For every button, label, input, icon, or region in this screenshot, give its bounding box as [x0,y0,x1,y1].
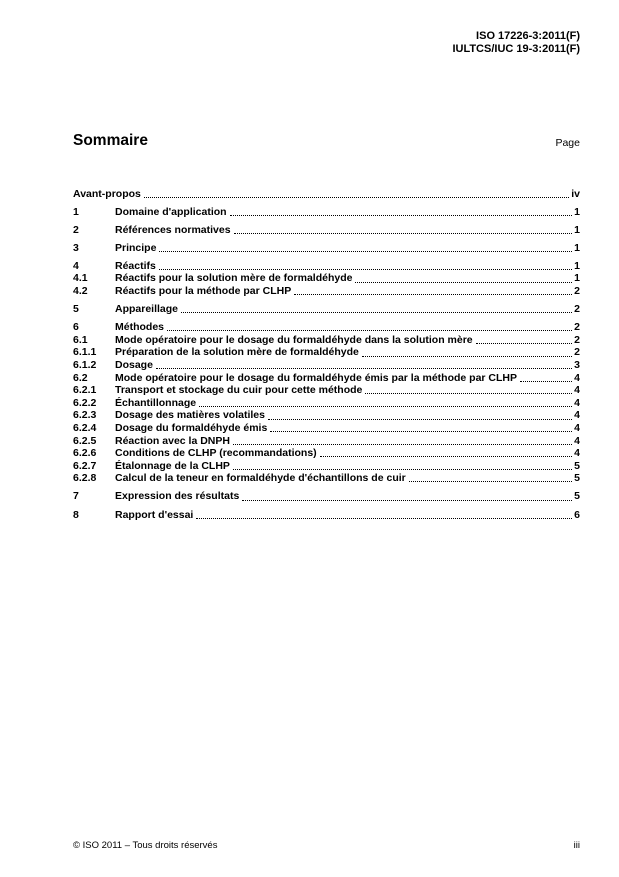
toc-entry-label: Transport et stockage du cuir pour cette méthode [115,384,363,397]
toc-leader-dots [159,269,572,270]
toc-leader-dots [159,251,572,252]
toc-entry-page: 4 [574,447,580,460]
toc-entry-number: 2 [73,223,79,236]
toc-entry-number: 6.2.4 [73,422,97,434]
toc-entry-label: Expression des résultats [115,490,240,503]
toc-entry[interactable] [73,490,580,503]
toc-entry-label: Mode opératoire pour le dosage du formaldéhyde émis par la méthode par CLHP [115,371,517,384]
toc-entry[interactable] [73,460,580,473]
toc-entry-number: 4 [73,259,79,272]
toc-entry-label: Conditions de CLHP (recommandations) [115,447,317,460]
toc-leader-dots [520,381,572,382]
toc-leader-dots [268,419,572,420]
toc-leader-dots [270,431,572,432]
toc-leader-dots [199,406,572,407]
toc-entry-label: Réactifs pour la solution mère de formaldéhyde [115,272,353,285]
toc-entry-number: 6 [73,321,79,334]
toc-entry[interactable] [73,435,580,448]
toc-entry-label: Dosage des matières volatiles [115,409,265,422]
toc-entry[interactable] [73,272,580,285]
toc-entry-label: Méthodes [115,321,165,334]
toc-entry-number: 6.2.7 [73,459,97,472]
toc-entry[interactable] [73,422,580,435]
toc-leader-dots [233,444,572,445]
toc-leader-dots [167,330,572,331]
toc-entry-label: Appareillage [115,303,179,316]
toc-entry-number: 6.1 [73,333,88,346]
toc-entry[interactable] [73,409,580,422]
toc-entry[interactable] [73,188,580,201]
toc-entry-page: 1 [574,259,580,272]
toc-leader-dots [362,356,572,357]
toc-entry-label: Domaine d'application [115,205,227,218]
toc-entry-number: 5 [73,303,79,316]
toc-entry-page: 1 [574,272,580,285]
toc-leader-dots [156,368,572,369]
toc-leader-dots [409,481,572,482]
footer-copyright: © ISO 2011 – Tous droits réservés [73,840,218,851]
toc-entry-page: 1 [574,223,580,236]
toc-entry-number: 6.2.5 [73,434,97,447]
toc-entry-number: 4.2 [73,285,88,298]
toc-entry-page: 5 [574,459,580,472]
toc-list [73,182,580,521]
toc-entry[interactable] [73,447,580,460]
toc-leader-dots [355,282,572,283]
toc-entry-page: 1 [574,205,580,218]
toc-entry-label: Dosage du formaldéhyde émis [115,422,268,434]
toc-entry[interactable] [73,372,580,385]
toc-entry-label: Dosage [115,359,153,372]
toc-leader-dots [365,393,572,394]
toc-entry-label: Préparation de la solution mère de formaldéhyde [115,346,359,359]
toc-leader-dots [144,197,569,198]
toc-entry[interactable] [73,472,580,485]
toc-leader-dots [196,518,572,519]
toc-entry-number: 6.1.2 [73,359,97,372]
toc-entry-label: Calcul de la teneur en formaldéhyde d'échantillons de cuir [115,472,406,485]
toc-entry[interactable] [73,334,580,347]
toc-entry-page: 4 [574,371,580,384]
toc-entry[interactable] [73,384,580,397]
toc-entry-number: 7 [73,490,79,503]
toc-entry-label: Références normatives [115,223,231,236]
toc-entry[interactable] [73,509,580,522]
toc-leader-dots [233,469,572,470]
toc-entry-page: 4 [574,434,580,447]
toc-entry-label: Rapport d'essai [115,508,194,521]
toc-entry-number: 3 [73,241,79,254]
toc-entry-number: 1 [73,205,79,218]
toc-entry-page: 6 [574,508,580,521]
toc-entry-label: Réactifs pour la méthode par CLHP [115,285,292,298]
toc-entry-number: 4.1 [73,272,88,285]
toc-leader-dots [242,500,572,501]
toc-entry-page: 4 [574,409,580,422]
toc-entry-page: iv [571,187,580,200]
toc-entry[interactable] [73,285,580,298]
toc-entry[interactable] [73,303,580,316]
toc-entry-page: 4 [574,396,580,409]
toc-entry[interactable] [73,206,580,219]
toc-entry-page: 4 [574,422,580,434]
toc-entry[interactable] [73,242,580,255]
toc-leader-dots [320,456,573,457]
toc-entry-number: 6.2.3 [73,409,97,422]
toc-entry[interactable] [73,260,580,273]
toc-entry-page: 4 [574,384,580,397]
page-column-label: Page [555,137,580,149]
document-reference-header [452,30,580,56]
toc-entry[interactable] [73,346,580,359]
toc-leader-dots [476,343,573,344]
toc-entry-page: 2 [574,333,580,346]
toc-entry-label: Échantillonnage [115,396,197,409]
toc-leader-dots [294,294,572,295]
toc-entry-page: 2 [574,346,580,359]
doc-ref-iso: ISO 17226-3:2011(F) [476,30,580,42]
toc-entry-label: Principe [115,241,157,254]
toc-leader-dots [181,312,572,313]
toc-entry-number: 8 [73,508,79,521]
toc-entry-page: 2 [574,285,580,298]
toc-entry-number: 6.2.1 [73,384,97,397]
toc-entry-label: Étalonnage de la CLHP [115,459,230,472]
toc-entry-label: Mode opératoire pour le dosage du formaldéhyde dans la solution mère [115,333,473,346]
toc-title: Sommaire [73,132,148,149]
toc-entry-number: 6.2.8 [73,472,97,485]
toc-entry-number: 6.2 [73,371,88,384]
toc-entry-label: Réactifs [115,259,156,272]
toc-entry-page: 3 [574,359,580,372]
toc-leader-dots [230,215,573,216]
toc-entry-page: 5 [574,490,580,503]
toc-entry[interactable] [73,397,580,410]
toc-entry-page: 1 [574,241,580,254]
toc-entry[interactable] [73,321,580,334]
toc-entry-page: 5 [574,472,580,485]
toc-entry[interactable] [73,359,580,372]
toc-entry[interactable] [73,224,580,237]
toc-entry-page: 2 [574,303,580,316]
toc-entry-label: Avant-propos [73,187,141,200]
toc-heading [73,132,580,150]
footer-page-number: iii [573,840,580,851]
toc-entry-page: 2 [574,321,580,334]
toc-entry-number: 6.2.6 [73,447,97,460]
toc-entry-number: 6.2.2 [73,396,97,409]
toc-entry-label: Réaction avec la DNPH [115,434,230,447]
document-footer [73,840,580,851]
doc-ref-iultcs: IULTCS/IUC 19-3:2011(F) [452,43,580,55]
toc-leader-dots [234,233,573,234]
toc-entry-number: 6.1.1 [73,346,97,359]
